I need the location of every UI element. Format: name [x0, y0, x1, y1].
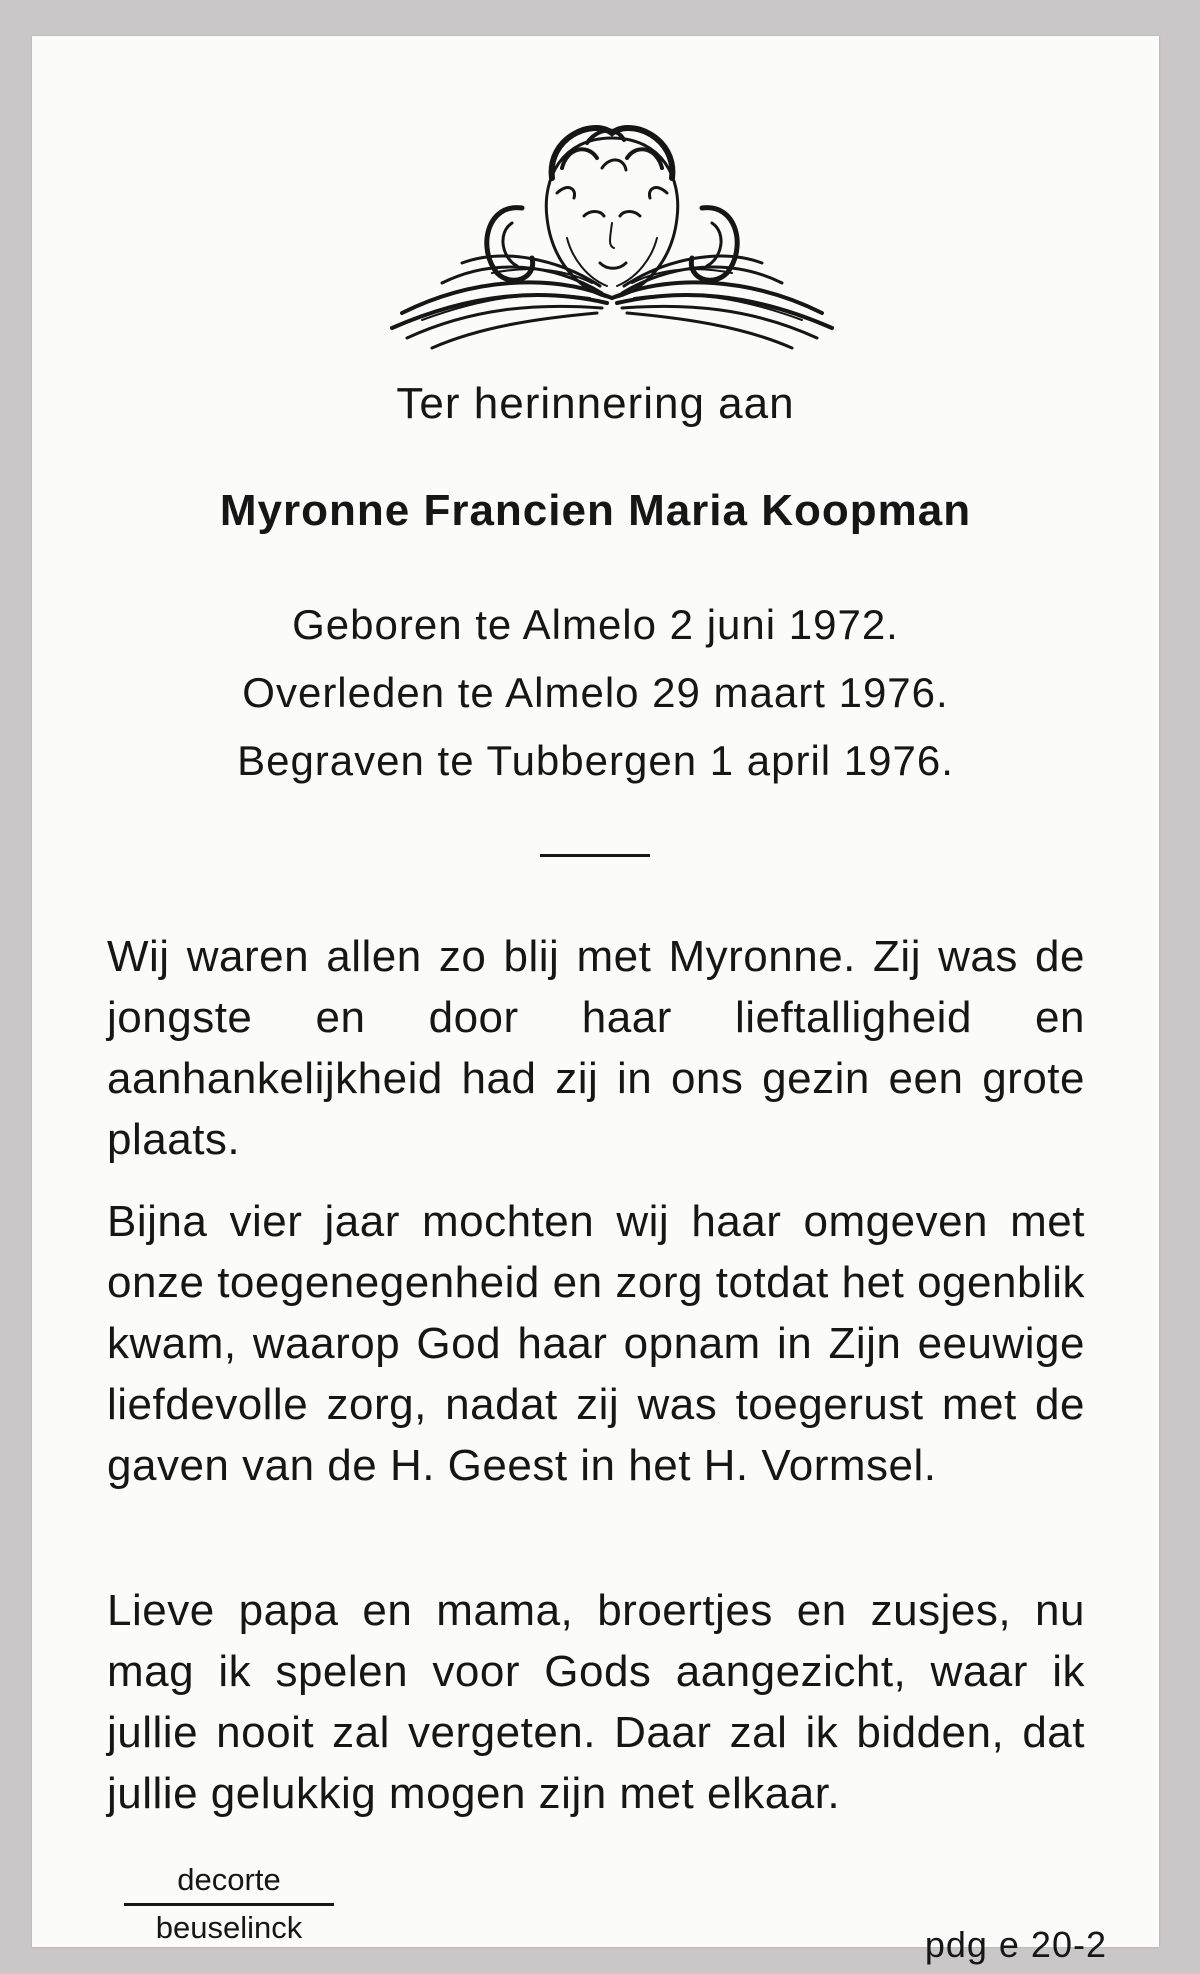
- printer-imprint: [124, 1864, 334, 1943]
- printer-rule: [124, 1903, 334, 1906]
- deceased-name: Myronne Francien Maria Koopman: [219, 486, 972, 535]
- burial-line: Begraven te Tubbergen 1 april 1976.: [237, 737, 954, 784]
- intro-line: Ter herinnering aan: [396, 379, 795, 428]
- printer-name-top: decorte: [177, 1862, 281, 1897]
- memorial-card: [32, 36, 1159, 1965]
- paragraph-farewell: Bijna vier jaar mochten wij haar omgeven met onze toegenegenheid en zorg totdat het ogenblik kwam, waarop God haar opnam in Zijn eeuwige liefdevolle zorg, nadat zij was toegerust met de gaven van de H. Geest in het H. Vormsel.: [107, 1197, 1085, 1490]
- divider-rule: [540, 854, 650, 857]
- paragraph-message: Lieve papa en mama, broertjes en zusjes, nu mag ik spelen voor Gods aangezicht, waar ik jullie nooit zal vergeten. Daar zal ik bidden, dat jullie gelukkig mogen zijn met elkaar.: [107, 1586, 1085, 1818]
- printer-name-bottom: beuselinck: [155, 1910, 303, 1945]
- cherub-illustration: [362, 98, 862, 358]
- birth-line: Geboren te Almelo 2 juni 1972.: [292, 601, 899, 648]
- death-line: Overleden te Almelo 29 maart 1976.: [242, 669, 949, 716]
- print-code: pdg e 20-2: [924, 1924, 1107, 1965]
- paragraph-memory: Wij waren allen zo blij met Myronne. Zij was de jongste en door haar lieftalligheid en aanhankelijkheid had zij in ons gezin een grote plaats.: [107, 932, 1085, 1164]
